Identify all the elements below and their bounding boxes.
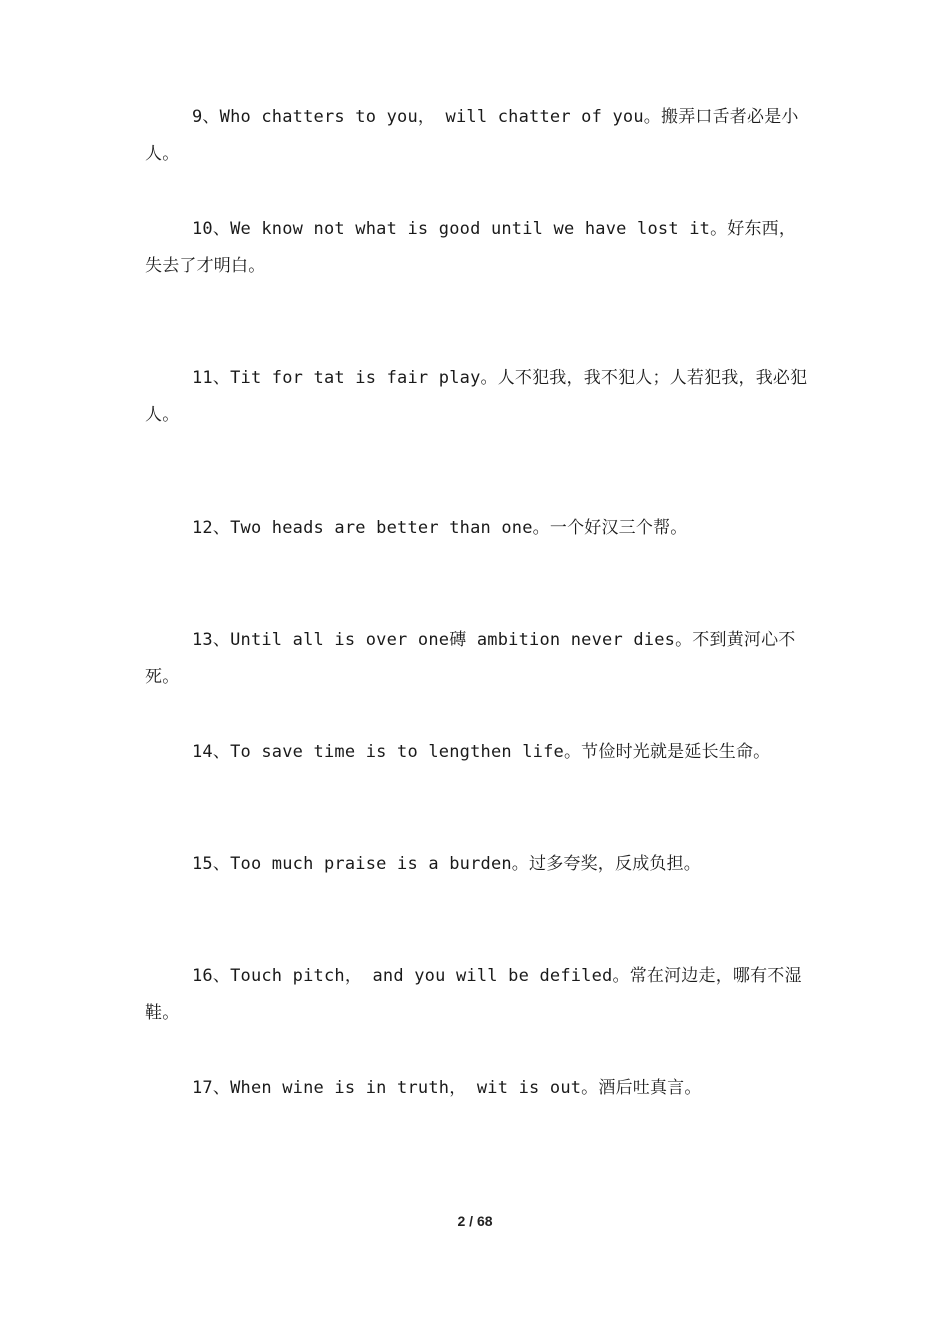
page-number: 2 / 68	[457, 1213, 493, 1229]
proverb-entry-17: 17、When wine is in truth， wit is out。酒后吐真言。	[192, 1078, 702, 1098]
proverb-entry-15: 15、Too much praise is a burden。过多夸奖，反成负担。	[192, 854, 702, 874]
proverb-entry-14: 14、To save time is to lengthen life。节俭时光就是延长生命。	[192, 742, 771, 762]
proverb-entry-16: 16、Touch pitch， and you will be defiled。常在河边走，哪有不湿鞋。	[145, 966, 802, 1023]
proverb-entry-12: 12、Two heads are better than one。一个好汉三个帮。	[192, 518, 688, 538]
proverb-entry-9: 9、Who chatters to you， will chatter of you。搬弄口舌者必是小人。	[145, 107, 799, 164]
proverb-entry-10: 10、We know not what is good until we have lost it。好东西，失去了才明白。	[145, 219, 797, 276]
proverb-entry-11: 11、Tit for tat is fair play。人不犯我，我不犯人；人若犯我，我必犯人。	[145, 368, 808, 425]
proverb-entry-13: 13、Until all is over one磚 ambition never dies。不到黄河心不死。	[145, 630, 796, 687]
